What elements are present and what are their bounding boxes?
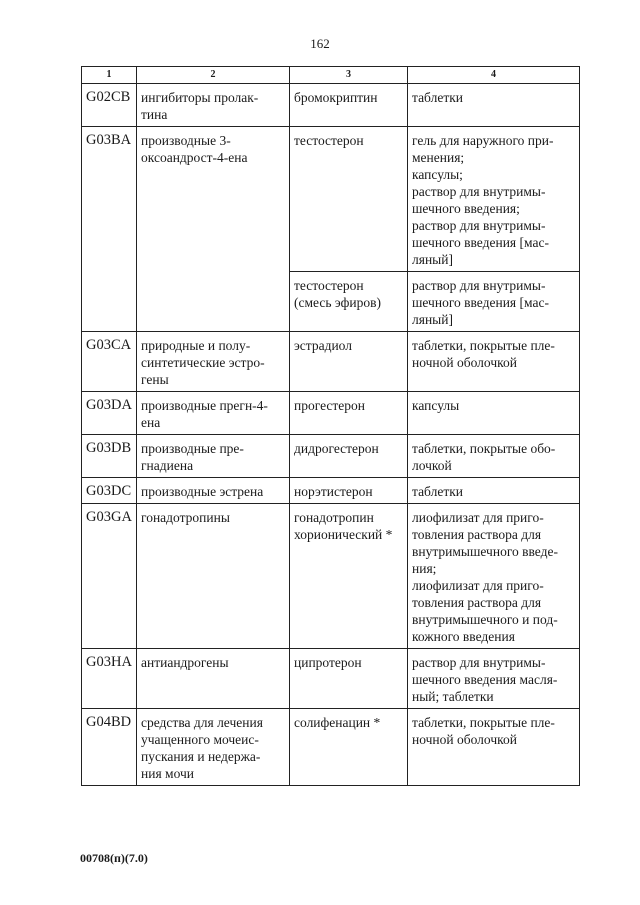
atc-code-cell: G03DC: [82, 478, 137, 504]
drug-name-cell: тестостерон (смесь эфиров): [290, 272, 408, 332]
atc-code-cell: G03CA: [82, 332, 137, 392]
drug-name-cell: бромокриптин: [290, 84, 408, 127]
drug-name-cell: норэтистерон: [290, 478, 408, 504]
atc-code-cell: G03DA: [82, 392, 137, 435]
dosage-forms-cell: таблетки, покрытые пле- ночной оболочкой: [408, 332, 580, 392]
atc-code-cell: G04BD: [82, 709, 137, 786]
dosage-forms-cell: таблетки: [408, 478, 580, 504]
table-row: [82, 649, 580, 709]
pharmacological-group-cell: производные пре- гнадиена: [137, 435, 290, 478]
dosage-forms-cell: таблетки: [408, 84, 580, 127]
table-row: [82, 84, 580, 127]
pharmacological-group-cell: производные прегн-4- ена: [137, 392, 290, 435]
pharmacological-group-cell: природные и полу- синтетические эстро- гены: [137, 332, 290, 392]
dosage-forms-cell: капсулы: [408, 392, 580, 435]
drug-name-cell: ципротерон: [290, 649, 408, 709]
pharmacological-group-cell: производные эстрена: [137, 478, 290, 504]
dosage-forms-cell: раствор для внутримы- шечного введения [мас- ляный]: [408, 272, 580, 332]
table-header-row: [82, 67, 580, 84]
table-row: [82, 127, 580, 272]
pharmacological-group-cell: средства для лечения учащенного мочеис- пускания и недержа- ния мочи: [137, 709, 290, 786]
table-row: [82, 332, 580, 392]
atc-code-cell: G03BA: [82, 127, 137, 332]
table-row: [82, 504, 580, 649]
table-body: [82, 84, 580, 786]
pharmacological-group-cell: гонадотропины: [137, 504, 290, 649]
column-header: 3: [290, 67, 408, 84]
column-header: 4: [408, 67, 580, 84]
dosage-forms-cell: гель для наружного при- менения; капсулы; раствор для внутримы- шечного введения; раствор для внутримы- шечного введения [мас- ляный]: [408, 127, 580, 272]
dosage-forms-cell: таблетки, покрытые обо- лочкой: [408, 435, 580, 478]
drug-name-cell: тестостерон: [290, 127, 408, 272]
drug-name-cell: солифенацин *: [290, 709, 408, 786]
dosage-forms-cell: лиофилизат для приго- товления раствора для внутримышечного введе- ния; лиофилизат для приго- товления раствора для внутримышечного и под- кожного введения: [408, 504, 580, 649]
pharmacological-group-cell: ингибиторы пролак- тина: [137, 84, 290, 127]
drug-name-cell: эстрадиол: [290, 332, 408, 392]
pharmacological-group-cell: производные 3- оксоандрост-4-ена: [137, 127, 290, 332]
atc-code-cell: G02CB: [82, 84, 137, 127]
column-header: 2: [137, 67, 290, 84]
page-number: 162: [310, 36, 330, 51]
dosage-forms-cell: таблетки, покрытые пле- ночной оболочкой: [408, 709, 580, 786]
drug-table: [81, 66, 580, 786]
atc-code-cell: G03HA: [82, 649, 137, 709]
drug-name-cell: прогестерон: [290, 392, 408, 435]
column-header: 1: [82, 67, 137, 84]
table-row: [82, 709, 580, 786]
table-row: [82, 478, 580, 504]
drug-name-cell: гонадотропин хорионический *: [290, 504, 408, 649]
dosage-forms-cell: раствор для внутримы- шечного введения масля- ный; таблетки: [408, 649, 580, 709]
atc-code-cell: G03DB: [82, 435, 137, 478]
drug-name-cell: дидрогестерон: [290, 435, 408, 478]
document-footer-code: 00708(п)(7.0): [80, 851, 148, 865]
table-row: [82, 435, 580, 478]
table-row: [82, 392, 580, 435]
atc-code-cell: G03GA: [82, 504, 137, 649]
pharmacological-group-cell: антиандрогены: [137, 649, 290, 709]
